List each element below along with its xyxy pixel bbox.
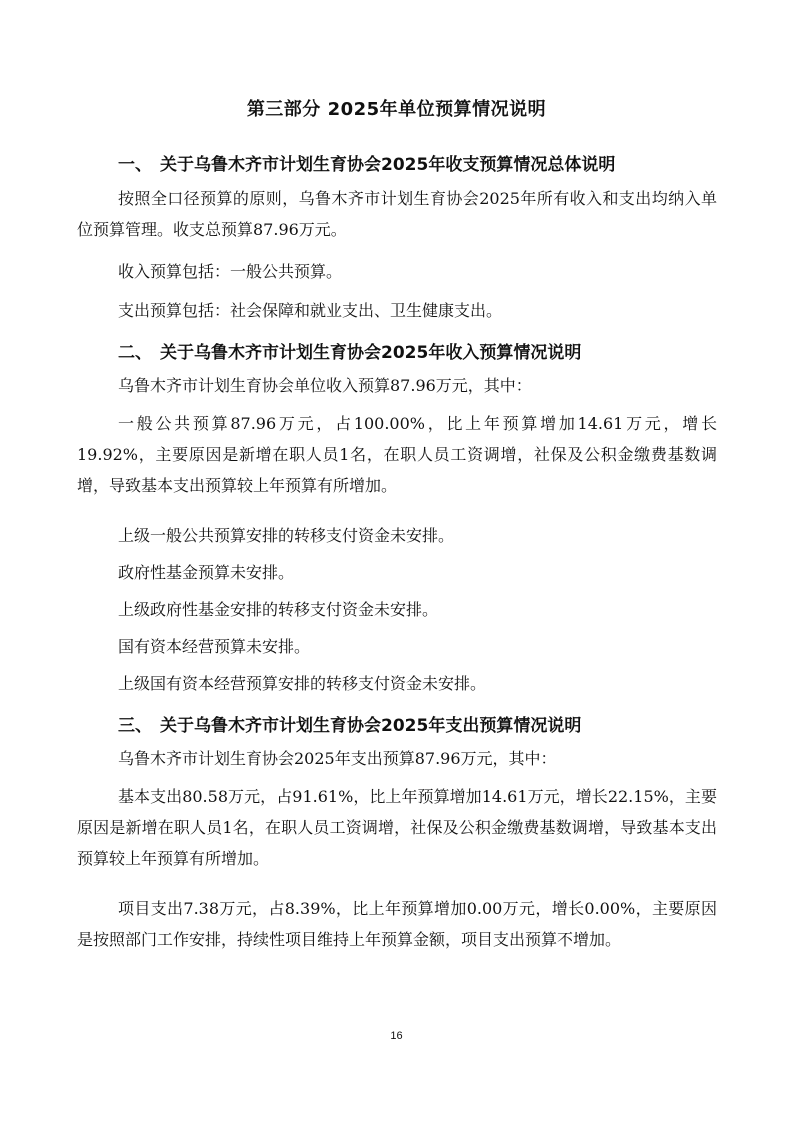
paragraph: 上级一般公共预算安排的转移支付资金未安排。 [118, 526, 455, 545]
paragraph: 一般公共预算87.96万元，占100.00%，比上年预算增加14.61万元，增长19.92%，主要原因是新增在职人员1名，在职人员工资调增，社保及公积金缴费基数调增，导致基本支出预算较上年预算有所增加。 [77, 414, 717, 495]
section-heading-3 [118, 711, 581, 736]
section-heading-text: 关于乌鲁木齐市计划生育协会2025年收支预算情况总体说明 [160, 155, 616, 175]
paragraph: 项目支出7.38万元，占8.39%，比上年预算增加0.00万元，增长0.00%，主要原因是按照部门工作安排，持续性项目维持上年预算金额，项目支出预算不增加。 [77, 899, 717, 949]
section-heading-text: 关于乌鲁木齐市计划生育协会2025年支出预算情况说明 [160, 716, 582, 736]
section-number: 三、 [118, 716, 152, 736]
page-number: 16 [390, 1030, 403, 1042]
paragraph: 上级政府性基金安排的转移支付资金未安排。 [118, 600, 439, 619]
page-title: 第三部分 2025年单位预算情况说明 [246, 99, 547, 120]
paragraph: 乌鲁木齐市计划生育协会2025年支出预算87.96万元，其中： [118, 749, 557, 768]
paragraph: 乌鲁木齐市计划生育协会单位收入预算87.96万元，其中： [118, 376, 532, 395]
paragraph: 收入预算包括：一般公共预算。 [118, 262, 343, 281]
paragraph: 国有资本经营预算未安排。 [118, 637, 311, 656]
section-heading-text: 关于乌鲁木齐市计划生育协会2025年收入预算情况说明 [160, 343, 582, 363]
section-number: 一、 [118, 155, 152, 175]
section-number: 二、 [118, 343, 152, 363]
paragraph: 基本支出80.58万元，占91.61%，比上年预算增加14.61万元，增长22.15%，主要原因是新增在职人员1名，在职人员工资调增，社保及公积金缴费基数调增，导致基本支出预算较上年预算有所增加。 [77, 787, 717, 868]
paragraph: 上级国有资本经营预算安排的转移支付资金未安排。 [118, 674, 487, 693]
section-heading-2 [118, 338, 581, 363]
section-heading-1 [118, 150, 615, 175]
paragraph: 按照全口径预算的原则，乌鲁木齐市计划生育协会2025年所有收入和支出均纳入单位预算管理。收支总预算87.96万元。 [77, 189, 717, 239]
paragraph: 支出预算包括：社会保障和就业支出、卫生健康支出。 [118, 301, 503, 320]
paragraph: 政府性基金预算未安排。 [118, 563, 295, 582]
